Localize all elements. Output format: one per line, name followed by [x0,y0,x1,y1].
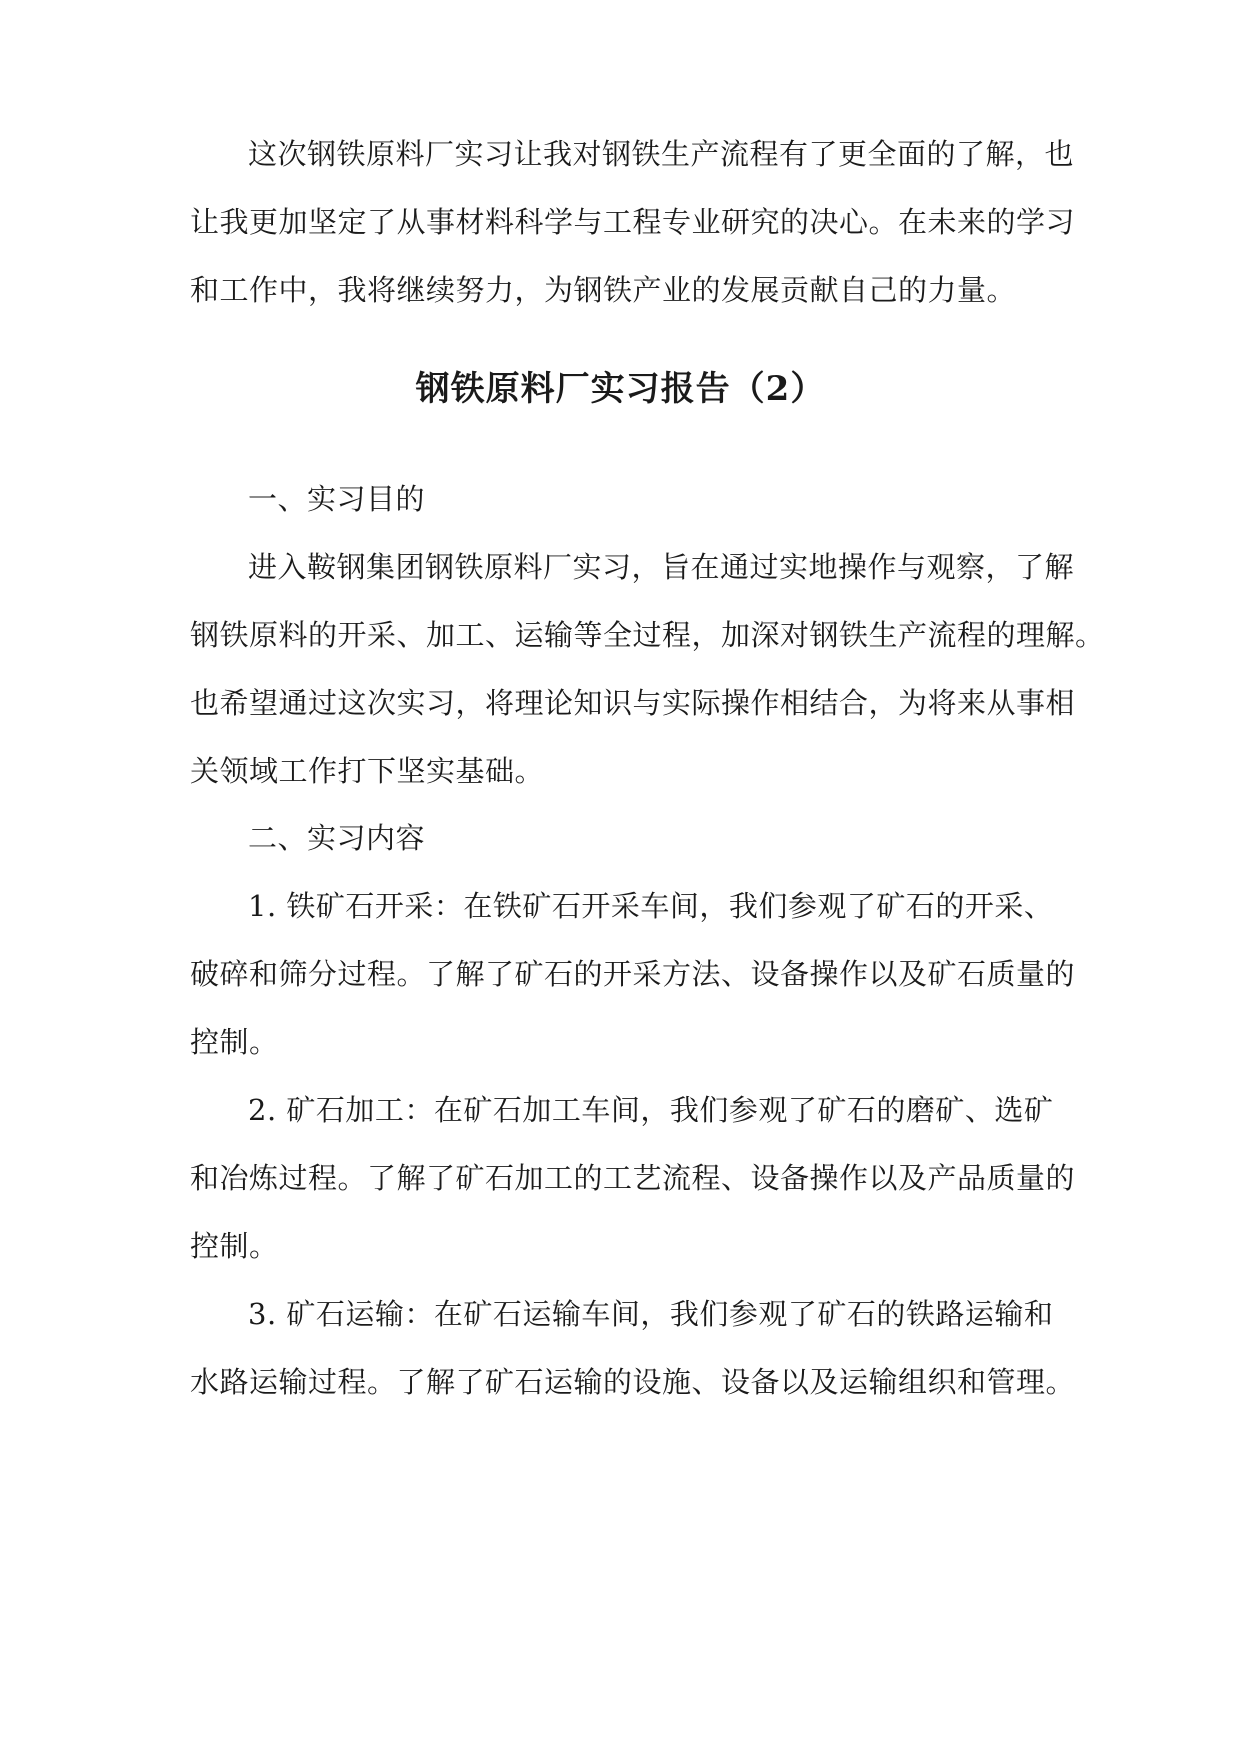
item-2-line-2: 和冶炼过程。了解了矿石加工的工艺流程、设备操作以及产品质量的 [190,1161,1076,1195]
item-2-line-3: 控制。 [190,1229,279,1263]
section-1-line-3: 也希望通过这次实习，将理论知识与实际操作相结合，为将来从事相 [190,686,1076,720]
section-1-line-2: 钢铁原料的开采、加工、运输等全过程，加深对钢铁生产流程的理解。 [190,618,1105,652]
item-3-line-1: 3. 矿石运输：在矿石运输车间，我们参观了矿石的铁路运输和 [248,1297,1054,1331]
section-1-heading: 一、实习目的 [248,482,426,516]
intro-line-2: 让我更加坚定了从事材料科学与工程专业研究的决心。在未来的学习 [190,205,1076,239]
item-1-line-3: 控制。 [190,1025,279,1059]
intro-line-3: 和工作中，我将继续努力，为钢铁产业的发展贡献自己的力量。 [190,273,1017,307]
report-title: 钢铁原料厂实习报告（2） [415,369,826,409]
section-2-heading: 二、实习内容 [248,821,426,855]
item-2-line-1: 2. 矿石加工：在矿石加工车间，我们参观了矿石的磨矿、选矿 [248,1093,1054,1127]
item-1-line-2: 破碎和筛分过程。了解了矿石的开采方法、设备操作以及矿石质量的 [190,957,1076,991]
intro-line-1: 这次钢铁原料厂实习让我对钢铁生产流程有了更全面的了解，也 [248,137,1075,171]
item-1-line-1: 1. 铁矿石开采：在铁矿石开采车间，我们参观了矿石的开采、 [248,889,1054,923]
item-3-line-2: 水路运输过程。了解了矿石运输的设施、设备以及运输组织和管理。 [190,1365,1076,1399]
section-1-line-4: 关领域工作打下坚实基础。 [190,754,545,788]
section-1-line-1: 进入鞍钢集团钢铁原料厂实习，旨在通过实地操作与观察，了解 [248,550,1075,584]
